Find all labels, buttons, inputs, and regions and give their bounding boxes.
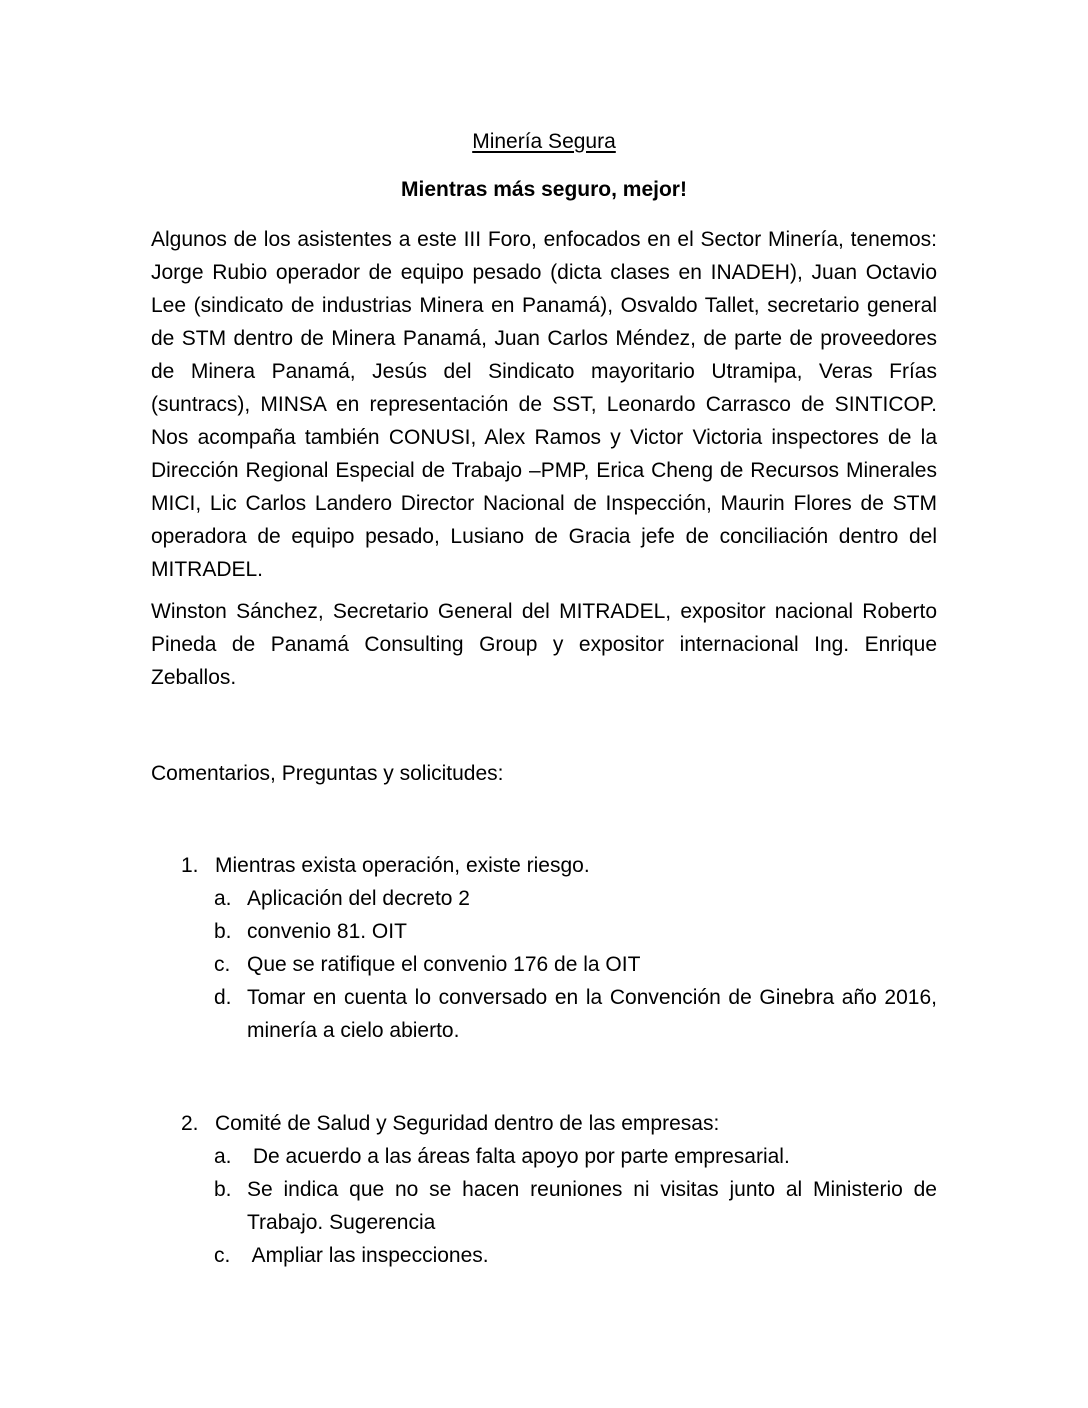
attendees-paragraph: Algunos de los asistentes a este III Foro, enfocados en el Sector Minería, tenemos: Jorge Rubio operador de equipo pesado (dicta clases en INADEH), Juan Octavio Lee (sindicato de industrias Minera en Panamá), Osvaldo Tallet, secretario general de STM dentro de Minera Panamá, Juan Carlos Méndez, de parte de proveedores de Minera Panamá, Jesús del Sindicato mayoritario Utramipa, Veras Frías (suntracs), MINSA en representación de SST, Leonardo Carrasco de SINTICOP. Nos acompaña también CONUSI, Alex Ramos y Victor Victoria inspectores de la Dirección Regional Especial de Trabajo –PMP, Erica Cheng de Recursos Minerales MICI, Lic Carlos Landero Director Nacional de Inspección, Maurin Flores de STM operadora de equipo pesado, Lusiano de Gracia jefe de conciliación dentro del MITRADEL.: [151, 228, 937, 581]
sub-list-text: Aplicación del decreto 2: [247, 887, 470, 910]
sub-list-text: Que se ratifique el convenio 176 de la OIT: [247, 953, 641, 976]
list-number: 1.: [181, 854, 199, 877]
sub-list-letter: b.: [214, 1178, 232, 1201]
list-item-text: Mientras exista operación, existe riesgo.: [215, 854, 590, 877]
sub-list-text: Ampliar las inspecciones.: [247, 1244, 489, 1267]
sub-list-letter: d.: [214, 986, 232, 1009]
sub-list-text: Se indica que no se hacen reuniones ni visitas junto al Ministerio de Trabajo. Sugerencia: [247, 1178, 937, 1234]
comments-heading: Comentarios, Preguntas y solicitudes:: [151, 762, 504, 785]
list-item-text: Comité de Salud y Seguridad dentro de las empresas:: [215, 1112, 720, 1135]
document-subtitle: Mientras más seguro, mejor!: [401, 178, 687, 201]
sub-list-letter: b.: [214, 920, 232, 943]
speakers-paragraph: Winston Sánchez, Secretario General del MITRADEL, expositor nacional Roberto Pineda de Panamá Consulting Group y expositor internacional Ing. Enrique Zeballos.: [151, 600, 937, 689]
sub-list-text: De acuerdo a las áreas falta apoyo por parte empresarial.: [247, 1145, 790, 1168]
sub-list-text: Tomar en cuenta lo conversado en la Convención de Ginebra año 2016, minería a cielo abierto.: [247, 986, 937, 1042]
list-number: 2.: [181, 1112, 199, 1135]
sub-list-letter: c.: [214, 953, 231, 976]
sub-list-text: convenio 81. OIT: [247, 920, 407, 943]
document-title: Minería Segura: [472, 130, 616, 153]
sub-list-letter: c.: [214, 1244, 231, 1267]
sub-list-letter: a.: [214, 887, 232, 910]
sub-list-letter: a.: [214, 1145, 232, 1168]
